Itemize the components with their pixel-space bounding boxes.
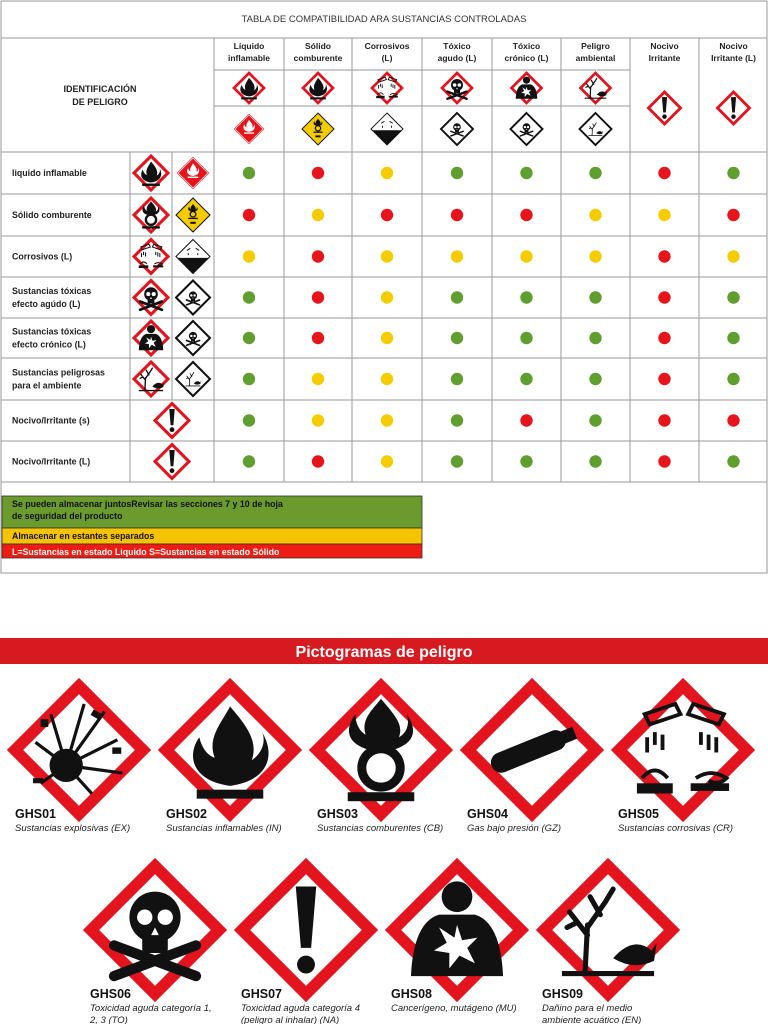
compatibility-dot-red xyxy=(658,291,670,303)
compatibility-dot-green xyxy=(451,332,463,344)
column-header-label: Tóxico xyxy=(443,41,471,51)
compatibility-dot-red xyxy=(658,373,670,385)
ghs-pictogram-corrosion xyxy=(619,686,747,814)
compatibility-dot-green xyxy=(451,414,463,426)
column-header-label: comburente xyxy=(293,53,343,63)
ghs-pictogram-exclamation xyxy=(242,866,370,994)
ghs-code: GHS06 xyxy=(90,987,131,1001)
column-header-label: Tóxico xyxy=(512,41,541,51)
compatibility-dot-yellow xyxy=(381,167,393,179)
compatibility-dot-green xyxy=(243,291,255,303)
compatibility-dot-green xyxy=(451,167,463,179)
compatibility-dot-red xyxy=(381,209,393,221)
row-label: Sustancias tóxicas xyxy=(12,286,92,296)
compatibility-dot-green xyxy=(520,332,532,344)
ghs-description: Cancerígeno, mutágeno (MU) xyxy=(391,1003,517,1014)
ghs-pictogram-flame xyxy=(166,686,294,814)
pictograms-banner-title: Pictogramas de peligro xyxy=(295,644,473,661)
compatibility-dot-green xyxy=(243,455,255,467)
row-label: Sustancias peligrosas xyxy=(12,367,105,378)
ghs-description: (peligro al inhalar) (NA) xyxy=(241,1015,340,1024)
compatibility-dot-yellow xyxy=(381,455,393,467)
legend-text: Se pueden almacenar juntosRevisar las secciones 7 y 10 de hoja xyxy=(12,499,283,509)
column-header-label: agudo (L) xyxy=(437,53,477,63)
legend-text: L=Sustancias en estado Liquido S=Sustancias en estado Sólido xyxy=(12,547,280,557)
ghs-pictogram-gas-cylinder xyxy=(468,686,596,814)
ghs-pictogram-oxidizer xyxy=(317,686,445,814)
ghs-code: GHS05 xyxy=(618,807,659,821)
compatibility-dot-green xyxy=(727,167,739,179)
compatibility-dot-green xyxy=(520,167,532,179)
compatibility-dot-green xyxy=(243,167,255,179)
row-label: efecto crónico (L) xyxy=(12,339,86,350)
compatibility-dot-red xyxy=(658,332,670,344)
row-label: Sustancias tóxicas xyxy=(12,326,92,337)
compatibility-dot-red xyxy=(451,209,463,221)
compatibility-dot-green xyxy=(727,455,739,467)
ghs-code: GHS08 xyxy=(391,987,432,1001)
corner-label: IDENTIFICACIÓN xyxy=(63,84,137,94)
compatibility-dot-red xyxy=(727,414,739,426)
compatibility-dot-red xyxy=(658,250,670,262)
table-title: TABLA DE COMPATIBILIDAD ARA SUSTANCIAS CONTROLADAS xyxy=(241,14,527,25)
row-label: Sólido comburente xyxy=(12,210,92,220)
compatibility-dot-yellow xyxy=(658,209,670,221)
compatibility-dot-yellow xyxy=(451,250,463,262)
compatibility-dot-green xyxy=(589,414,601,426)
ghs-pictogram-health-hazard xyxy=(393,866,521,994)
compatibility-dot-red xyxy=(520,209,532,221)
row-label: Nocivo/Irritante (L) xyxy=(12,456,91,467)
ghs-code: GHS09 xyxy=(542,987,583,1001)
compatibility-dot-yellow xyxy=(312,209,324,221)
compatibility-dot-red xyxy=(312,455,324,467)
ghs-description: Dañino para el medio xyxy=(542,1003,633,1014)
ghs-pictogram-explosion xyxy=(15,686,143,814)
column-header-label: Peligro xyxy=(581,41,610,51)
compatibility-dot-green xyxy=(589,167,601,179)
compatibility-dot-red xyxy=(520,414,532,426)
compatibility-dot-yellow xyxy=(381,373,393,385)
ghs-description: Sustancias corrosivas (CR) xyxy=(618,823,734,834)
compatibility-dot-yellow xyxy=(381,414,393,426)
ghs-code: GHS02 xyxy=(166,807,207,821)
ghs-code: GHS04 xyxy=(467,807,508,821)
column-header-label: Sólido xyxy=(305,41,331,51)
compatibility-dot-yellow xyxy=(589,209,601,221)
column-header-label: (L) xyxy=(381,53,393,63)
ghs-description: Sustancias explosivas (EX) xyxy=(15,823,131,834)
ghs-description: Toxicidad aguda categoría 1, xyxy=(90,1003,212,1014)
compatibility-dot-red xyxy=(312,167,324,179)
compatibility-dot-red xyxy=(312,332,324,344)
ghs-pictogram-environment xyxy=(544,866,672,994)
compatibility-dot-green xyxy=(589,455,601,467)
row-label: efecto agúdo (L) xyxy=(12,299,81,309)
compatibility-dot-red xyxy=(658,167,670,179)
compatibility-dot-green xyxy=(727,291,739,303)
legend-text: de seguridad del producto xyxy=(12,511,123,521)
compatibility-dot-red xyxy=(658,414,670,426)
corner-label: DE PELIGRO xyxy=(72,97,128,107)
row-label: Nocivo/Irritante (s) xyxy=(12,415,90,426)
ghs-description: Gas bajo presión (GZ) xyxy=(467,823,561,834)
compatibility-dot-yellow xyxy=(589,250,601,262)
ghs-code: GHS01 xyxy=(15,807,56,821)
column-header-label: crónico (L) xyxy=(504,53,549,63)
compatibility-dot-green xyxy=(589,291,601,303)
ghs-description: Sustancias comburentes (CB) xyxy=(317,823,444,834)
compatibility-dot-green xyxy=(243,373,255,385)
compatibility-dot-yellow xyxy=(243,250,255,262)
compatibility-dot-yellow xyxy=(381,291,393,303)
compatibility-dot-yellow xyxy=(312,373,324,385)
compatibility-dot-yellow xyxy=(381,250,393,262)
column-header-label: inflamable xyxy=(227,53,271,63)
column-header-label: ambiental xyxy=(575,53,616,63)
row-label: liquido inflamable xyxy=(12,168,87,178)
compatibility-dot-green xyxy=(589,373,601,385)
compatibility-dot-green xyxy=(520,291,532,303)
ghs-code: GHS03 xyxy=(317,807,358,821)
row-label: Corrosivos (L) xyxy=(12,251,73,262)
column-header-label: Nocivo xyxy=(719,41,748,51)
column-header-label: Corrosivos xyxy=(364,41,410,51)
compatibility-dot-green xyxy=(727,332,739,344)
column-header-label: Nocivo xyxy=(650,41,679,51)
ghs-pictogram-skull xyxy=(91,866,219,994)
compatibility-dot-yellow xyxy=(727,250,739,262)
compatibility-dot-green xyxy=(727,373,739,385)
compatibility-dot-green xyxy=(243,414,255,426)
column-header-label: Irritante xyxy=(648,53,681,63)
compatibility-dot-red xyxy=(312,291,324,303)
ghs-description: Toxicidad aguda categoría 4 xyxy=(241,1003,361,1014)
compatibility-dot-yellow xyxy=(312,414,324,426)
ghs-description: Sustancias inflamables (IN) xyxy=(166,823,282,834)
ghs-description: ambiente acuático (EN) xyxy=(542,1015,642,1024)
column-header-label: Líquido xyxy=(233,41,265,51)
ghs-code: GHS07 xyxy=(241,987,282,1001)
compatibility-dot-green xyxy=(451,291,463,303)
compatibility-dot-yellow xyxy=(520,250,532,262)
row-label: para el ambiente xyxy=(12,380,82,391)
compatibility-dot-red xyxy=(243,209,255,221)
compatibility-dot-green xyxy=(451,455,463,467)
compatibility-dot-green xyxy=(243,332,255,344)
compatibility-dot-green xyxy=(520,373,532,385)
compatibility-dot-green xyxy=(451,373,463,385)
compatibility-dot-yellow xyxy=(381,332,393,344)
legend-text: Almacenar en estantes separados xyxy=(12,531,155,541)
column-header-label: Irritante (L) xyxy=(711,53,756,63)
compatibility-dot-green xyxy=(520,455,532,467)
ghs-description: 2, 3 (TO) xyxy=(90,1015,128,1024)
compatibility-dot-red xyxy=(312,250,324,262)
compatibility-dot-red xyxy=(727,209,739,221)
compatibility-dot-green xyxy=(589,332,601,344)
compatibility-dot-red xyxy=(658,455,670,467)
